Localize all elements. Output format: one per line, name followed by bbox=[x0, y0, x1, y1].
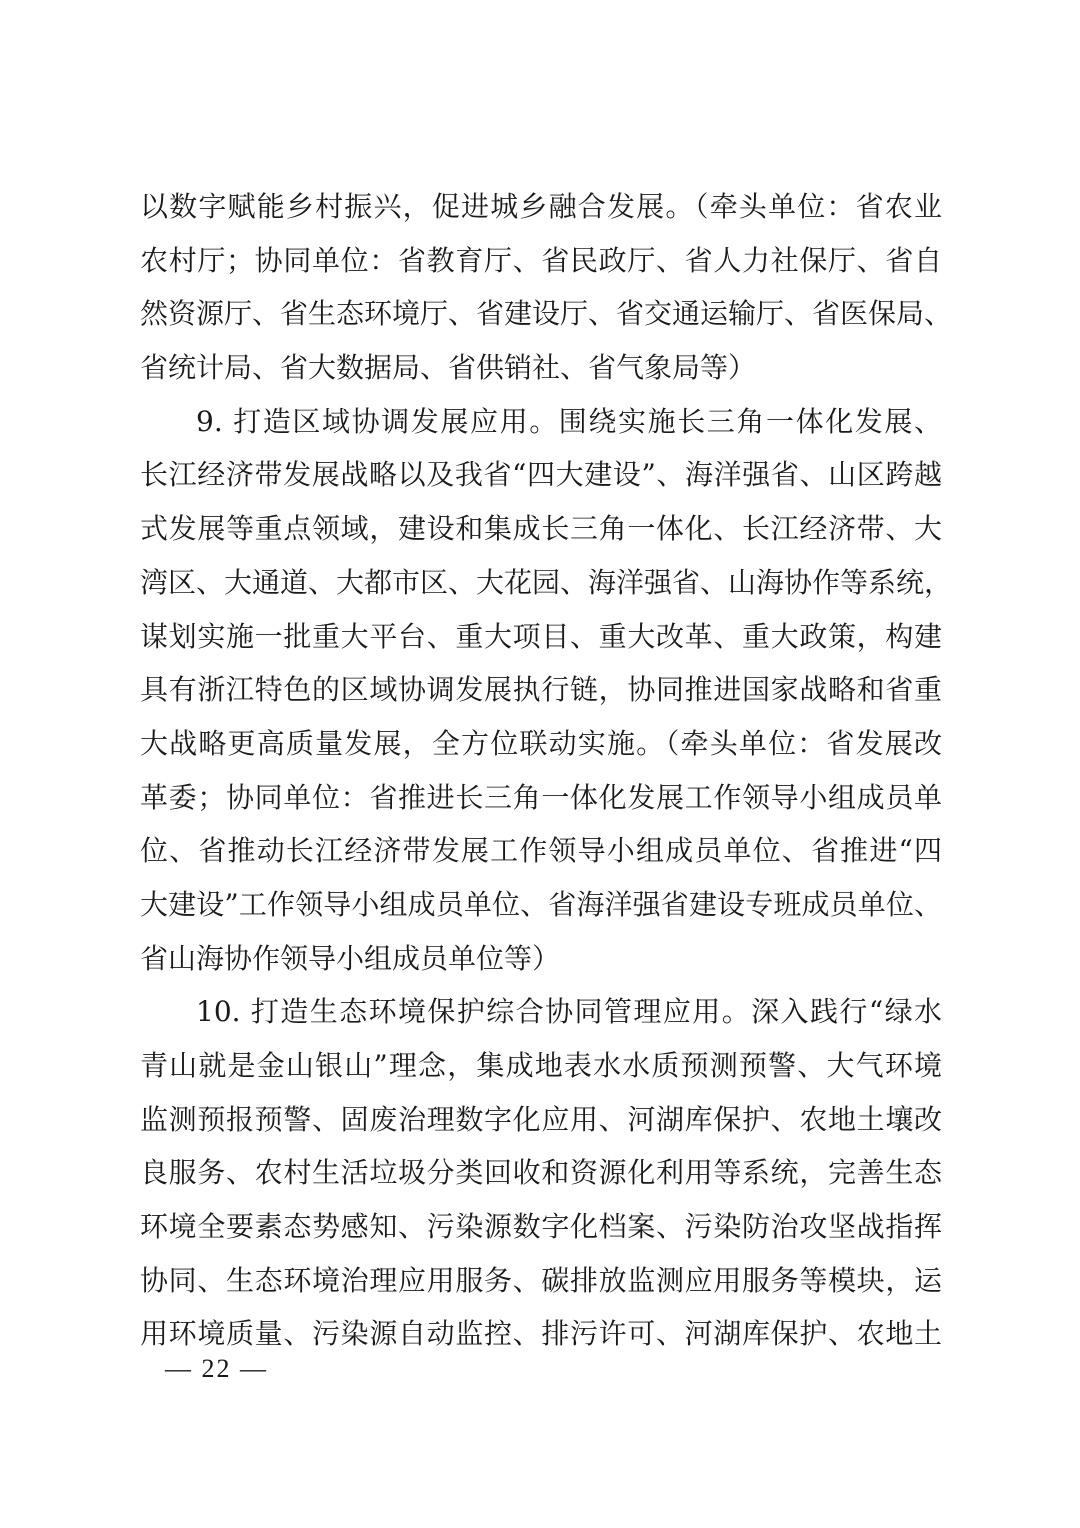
text-line: 协同、生态环境治理应用服务、碳排放监测应用服务等模块，运 bbox=[140, 1263, 942, 1297]
text-line: 具有浙江特色的区域协调发展执行链，协同推进国家战略和省重 bbox=[140, 673, 942, 707]
text-line: 然资源厅、省生态环境厅、省建设厅、省交通运输厅、省医保局、 bbox=[140, 297, 953, 331]
text-line: 用环境质量、污染源自动监控、排污许可、河湖库保护、农地土 bbox=[140, 1317, 942, 1351]
text-line: 省统计局、省大数据局、省供销社、省气象局等） bbox=[140, 351, 757, 385]
text-line: 环境全要素态势感知、污染源数字化档案、污染防治攻坚战指挥 bbox=[140, 1210, 942, 1244]
text-line: 大建设”工作领导小组成员单位、省海洋强省建设专班成员单位、 bbox=[140, 887, 942, 921]
text-line: 谋划实施一批重大平台、重大项目、重大改革、重大政策，构建 bbox=[140, 619, 942, 653]
text-line: 监测预报预警、固废治理数字化应用、河湖库保护、农地土壤改 bbox=[140, 1102, 942, 1136]
text-line: 10. 打造生态环境保护综合协同管理应用。深入践行“绿水 bbox=[196, 995, 942, 1029]
document-body bbox=[140, 180, 953, 1361]
text-line: 革委；协同单位：省推进长三角一体化发展工作领导小组成员单 bbox=[140, 780, 942, 814]
text-line: 省山海协作领导小组成员单位等） bbox=[140, 941, 561, 975]
text-line: 以数字赋能乡村振兴，促进城乡融合发展。（牵头单位：省农业 bbox=[140, 190, 942, 223]
text-line: 式发展等重点领域，建设和集成长三角一体化、长江经济带、大 bbox=[140, 512, 942, 546]
text-line: 湾区、大通道、大都市区、大花园、海洋强省、山海协作等系统， bbox=[140, 565, 953, 599]
text-line: 青山就是金山银山”理念，集成地表水水质预测预警、大气环境 bbox=[140, 1049, 942, 1082]
text-line: 长江经济带发展战略以及我省“四大建设”、海洋强省、山区跨越 bbox=[140, 458, 942, 492]
page-number: — 22 — bbox=[165, 1354, 268, 1383]
text-line: 良服务、农村生活垃圾分类回收和资源化利用等系统，完善生态 bbox=[140, 1156, 942, 1190]
text-line: 农村厅；协同单位：省教育厅、省民政厅、省人力社保厅、省自 bbox=[140, 243, 942, 277]
text-line: 9. 打造区域协调发展应用。围绕实施长三角一体化发展、 bbox=[196, 404, 942, 438]
text-line: 位、省推动长江经济带发展工作领导小组成员单位、省推进“四 bbox=[140, 834, 942, 868]
text-line: 大战略更高质量发展，全方位联动实施。（牵头单位：省发展改 bbox=[140, 726, 942, 760]
